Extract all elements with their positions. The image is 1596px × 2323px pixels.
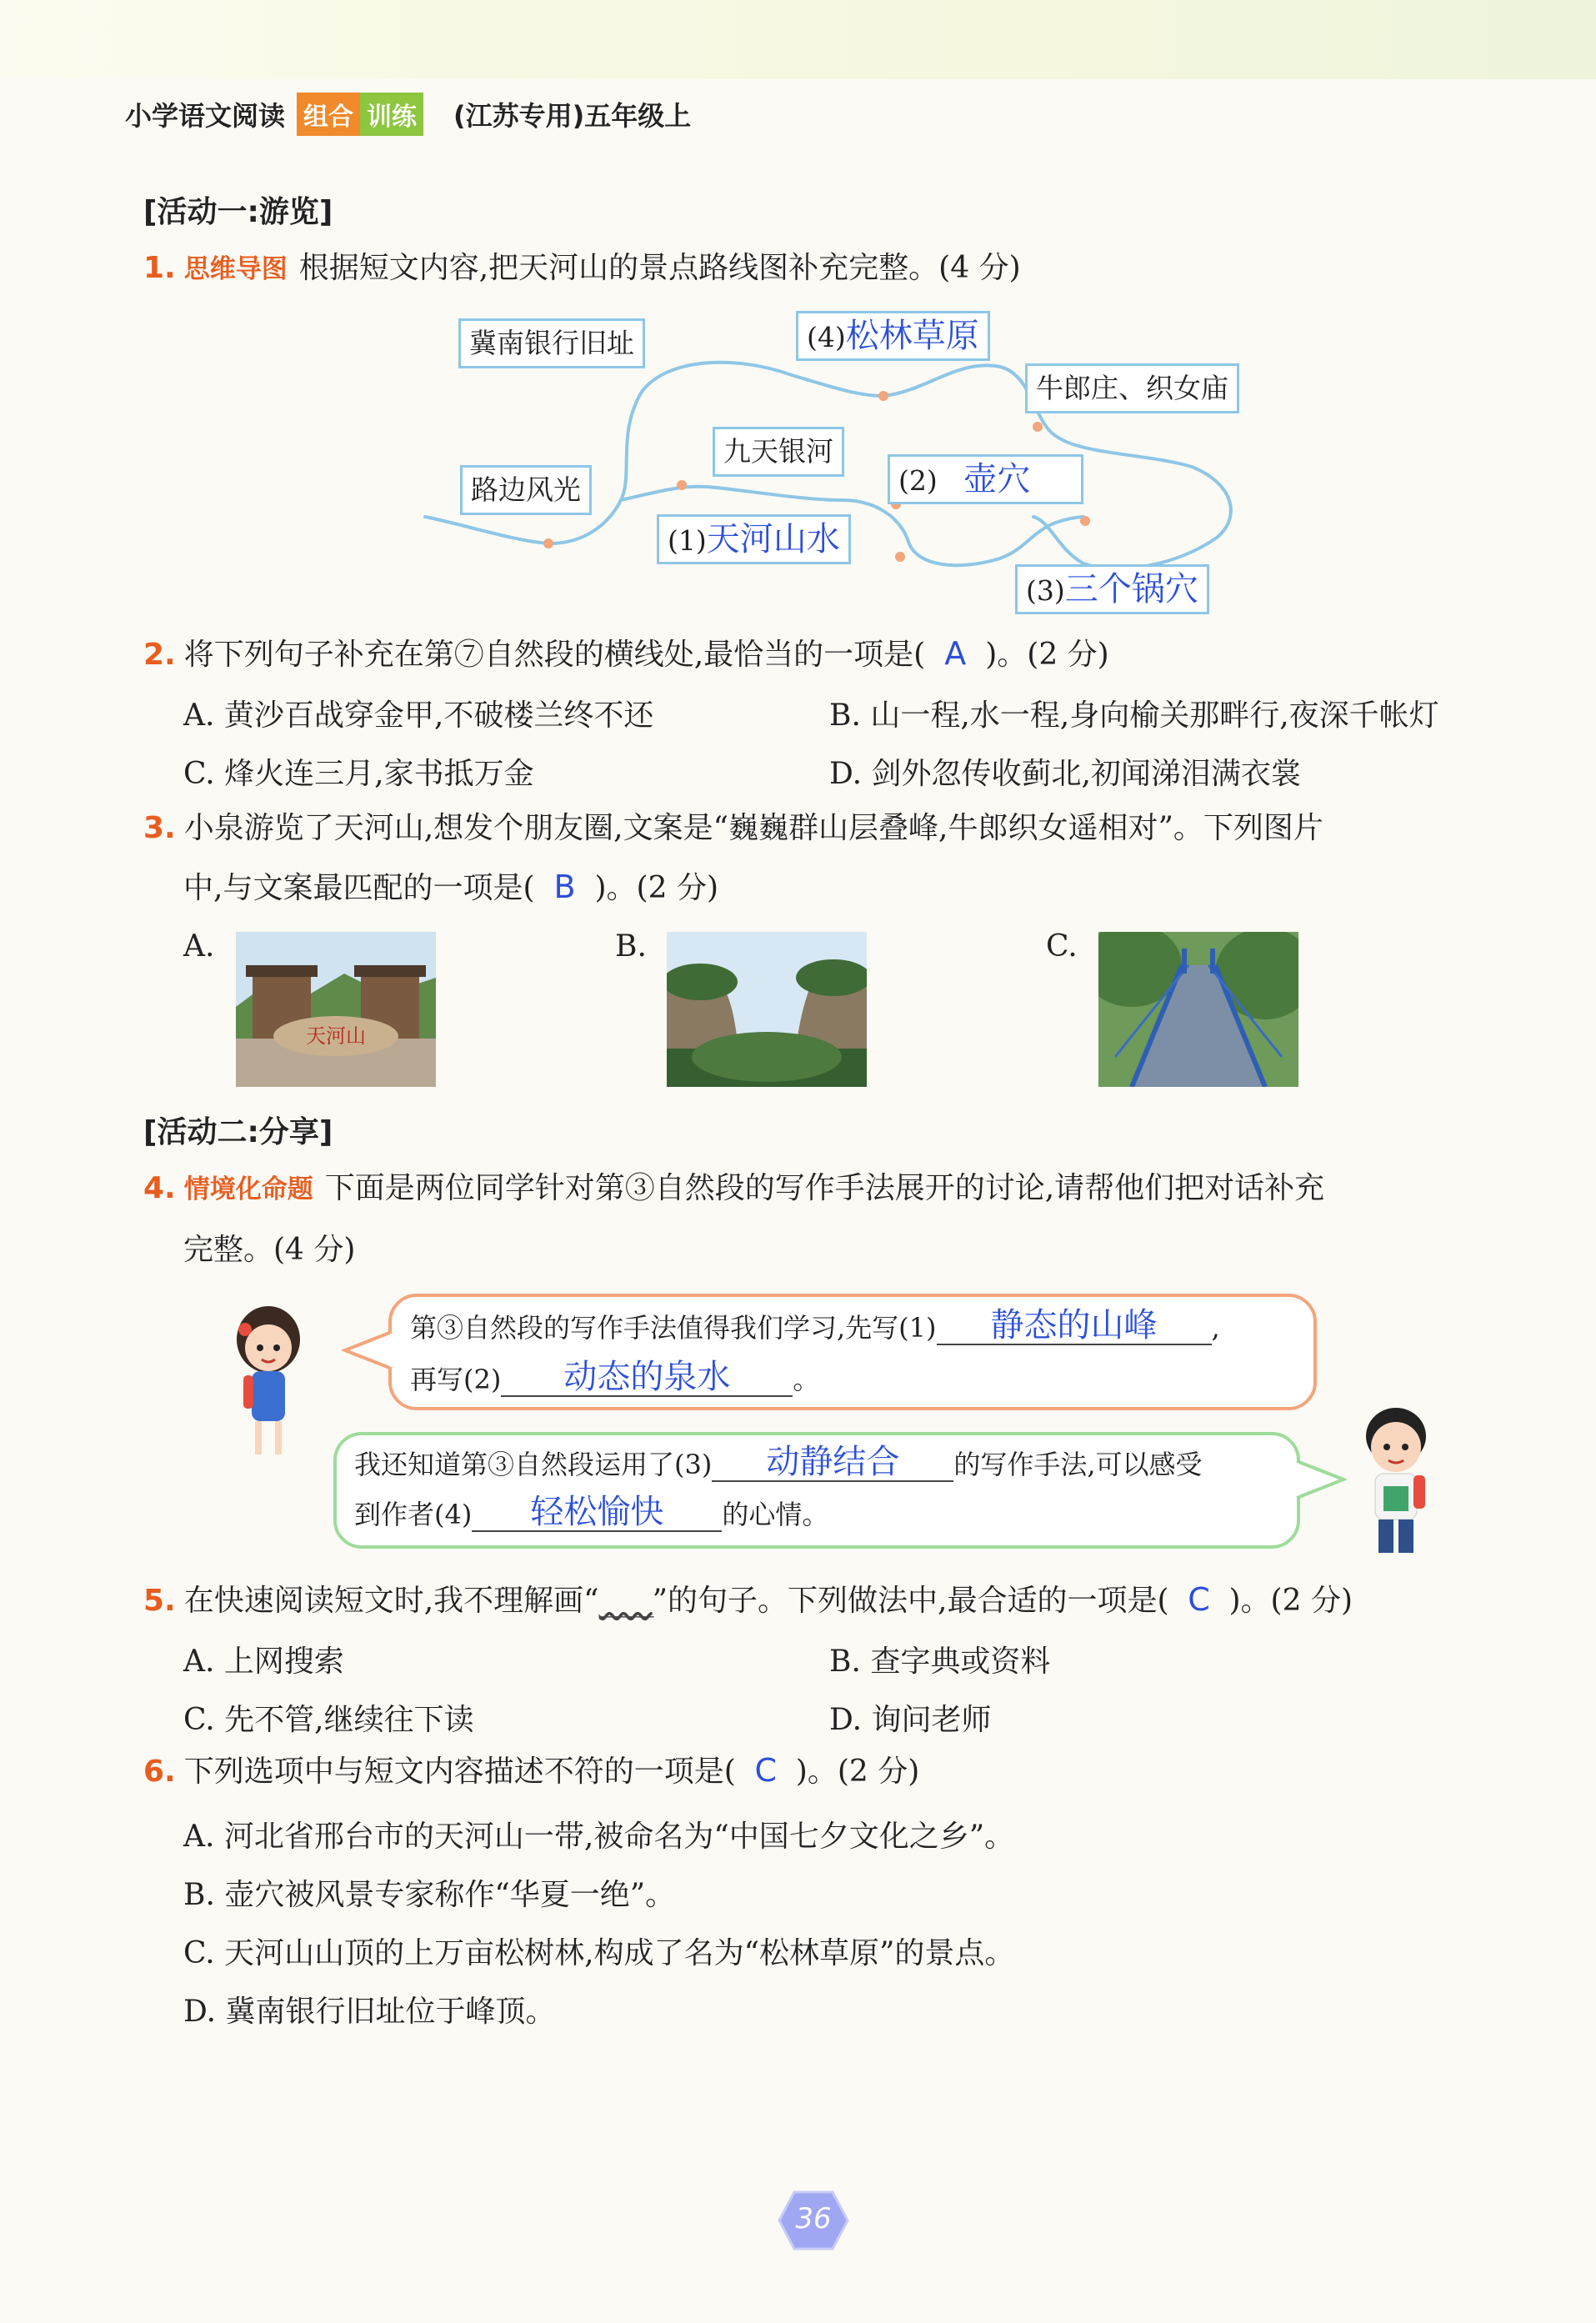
question-3-line2 xyxy=(183,867,718,909)
book-subtitle: (江苏专用)五年级上 xyxy=(453,100,692,132)
q5-text-before: 在快速阅读短文时,我不理解画“ xyxy=(183,1584,599,1618)
header-tag-zuhe: 组合 xyxy=(297,93,360,136)
q3-number: 3. xyxy=(143,811,176,845)
q1-number: 1. xyxy=(143,251,176,285)
question-2 xyxy=(143,633,1109,675)
blank-3 xyxy=(712,1443,953,1482)
q6-text-after: )。(2 分) xyxy=(795,1755,920,1789)
boy-text-2-after: 的心情。 xyxy=(722,1499,829,1530)
route-prefix-1: (1) xyxy=(668,524,707,557)
q6-option-a: A. 河北省邢台市的天河山一带,被命名为“中国七夕文化之乡”。 xyxy=(183,1820,1015,1854)
question-4-line1 xyxy=(143,1169,1324,1209)
route-answer-3: 三个锅穴 xyxy=(1064,570,1198,608)
blank-4 xyxy=(472,1493,722,1532)
girl-line-1 xyxy=(410,1307,1220,1345)
route-prefix-2: (2) xyxy=(898,464,938,497)
q5-text-mid: ”的句子。下列做法中,最合适的一项是( xyxy=(652,1584,1169,1618)
boy-text-2: 到作者(4) xyxy=(354,1499,473,1530)
answer-1: 静态的山峰 xyxy=(990,1306,1158,1344)
q2-option-d: D. 剑外忽传收蓟北,初闻涕泪满衣裳 xyxy=(829,757,1301,791)
q5-option-d: D. 询问老师 xyxy=(829,1703,992,1737)
boy-avatar xyxy=(1350,1399,1442,1565)
q5-option-b: B. 查字典或资料 xyxy=(829,1645,1051,1679)
q5-answer: C xyxy=(1188,1581,1210,1618)
q2-option-b: B. 山一程,水一程,身向榆关那畔行,夜深千帐灯 xyxy=(829,698,1439,733)
q2-answer: A xyxy=(944,635,967,672)
route-answer-2: 壶穴 xyxy=(963,460,1031,498)
header-tag-xunlian: 训练 xyxy=(360,93,423,136)
answer-2: 动态的泉水 xyxy=(563,1358,731,1396)
book-title: 小学语文阅读 xyxy=(125,100,286,132)
route-label-jinan-bank: 冀南银行旧址 xyxy=(469,327,634,359)
route-answer-4: 松林草原 xyxy=(845,317,979,355)
q3-answer: B xyxy=(553,869,576,905)
q3-photo-a-sign: 天河山 xyxy=(306,1024,366,1048)
q4-tag: 情境化命题 xyxy=(183,1174,313,1204)
route-box-1 xyxy=(657,514,851,564)
q3-photo-b-peaks xyxy=(667,932,867,1087)
q3-line2-after: )。(2 分) xyxy=(594,871,718,905)
q5-wavy-mark: ____ xyxy=(598,1584,653,1618)
q2-text-before: 将下列句子补充在第⑦自然段的横线处,最恰当的一项是( xyxy=(183,638,926,672)
route-box-niulang xyxy=(1025,363,1239,413)
q6-option-d: D. 冀南银行旧址位于峰顶。 xyxy=(183,1995,556,2029)
page-number xyxy=(778,2190,849,2250)
q3-line2-before: 中,与文案最匹配的一项是( xyxy=(183,871,535,905)
q3-line1: 小泉游览了天河山,想发个朋友圈,文案是“巍巍群山层叠峰,牛郎织女遥相对”。下列图片 xyxy=(183,811,1323,845)
route-prefix-3: (3) xyxy=(1026,574,1065,607)
boy-line-2 xyxy=(354,1494,828,1532)
boy-bubble-tail xyxy=(1293,1454,1347,1504)
route-box-4 xyxy=(796,311,990,361)
q2-option-a: A. 黄沙百战穿金甲,不破楼兰终不还 xyxy=(183,698,654,733)
q5-number: 5. xyxy=(143,1584,176,1618)
q6-number: 6. xyxy=(143,1755,176,1789)
q6-option-c: C. 天河山山顶的上万亩松树林,构成了名为“松林草原”的景点。 xyxy=(183,1936,1015,1970)
route-box-jinan-bank xyxy=(458,318,645,368)
girl-text-1-after: , xyxy=(1211,1312,1220,1344)
q2-option-c: C. 烽火连三月,家书抵万金 xyxy=(183,757,534,791)
girl-bubble-tail xyxy=(342,1325,395,1375)
answer-4: 轻松愉快 xyxy=(530,1493,664,1531)
q3-label-b: B. xyxy=(615,929,647,964)
q4-line2: 完整。(4 分) xyxy=(183,1233,356,1267)
boy-text-1-after: 的写作手法,可以感受 xyxy=(953,1449,1203,1480)
girl-text-2: 再写(2) xyxy=(410,1364,502,1395)
boy-line-1 xyxy=(354,1444,1203,1482)
blank-2 xyxy=(501,1358,793,1397)
route-box-3 xyxy=(1015,564,1209,614)
q2-number: 2. xyxy=(143,638,176,672)
q3-label-c: C. xyxy=(1046,929,1078,964)
girl-avatar xyxy=(227,1304,310,1463)
q5-option-c: C. 先不管,继续往下读 xyxy=(183,1703,474,1737)
q4-number: 4. xyxy=(143,1171,176,1205)
question-5 xyxy=(143,1580,1353,1621)
activity1-heading: [活动一:游览] xyxy=(143,195,333,229)
route-box-jiutian xyxy=(713,427,844,477)
q2-text-after: )。(2 分) xyxy=(985,638,1109,672)
route-label-lubian: 路边风光 xyxy=(471,473,581,506)
answer-3: 动静结合 xyxy=(766,1443,900,1481)
blank-1 xyxy=(937,1306,1212,1345)
route-label-jiutian: 九天银河 xyxy=(723,435,833,468)
q5-text-after: )。(2 分) xyxy=(1228,1584,1353,1618)
route-label-niulang: 牛郎庄、织女庙 xyxy=(1036,372,1228,404)
girl-line-2 xyxy=(410,1359,819,1397)
girl-text-2-after: 。 xyxy=(793,1364,820,1395)
activity2-heading: [活动二:分享] xyxy=(143,1115,333,1149)
route-prefix-4: (4) xyxy=(807,321,846,353)
q6-text-before: 下列选项中与短文内容描述不符的一项是( xyxy=(183,1755,736,1789)
q3-photo-a-gate xyxy=(236,932,436,1087)
q3-photo-c-bridge xyxy=(1098,932,1298,1087)
boy-text-1: 我还知道第③自然段运用了(3) xyxy=(354,1449,713,1480)
question-6 xyxy=(143,1750,919,1792)
q1-text: 根据短文内容,把天河山的景点路线图补充完整。(4 分) xyxy=(298,251,1021,285)
q6-option-b: B. 壶穴被风景专家称作“华夏一绝”。 xyxy=(183,1878,676,1912)
route-box-2 xyxy=(888,454,1083,504)
q5-option-a: A. 上网搜索 xyxy=(183,1645,344,1679)
girl-text-1: 第③自然段的写作手法值得我们学习,先写(1) xyxy=(410,1312,937,1344)
q3-label-a: A. xyxy=(183,929,215,964)
q6-answer: C xyxy=(754,1752,778,1789)
page-number-text: 36 xyxy=(795,2202,832,2235)
question-3-line1 xyxy=(143,809,1323,849)
q4-line1: 下面是两位同学针对第③自然段的写作手法展开的讨论,请帮他们把对话补充 xyxy=(324,1171,1325,1205)
q1-tag: 思维导图 xyxy=(183,254,288,284)
route-box-lubian xyxy=(460,465,592,515)
route-answer-1: 天河山水 xyxy=(706,520,840,558)
